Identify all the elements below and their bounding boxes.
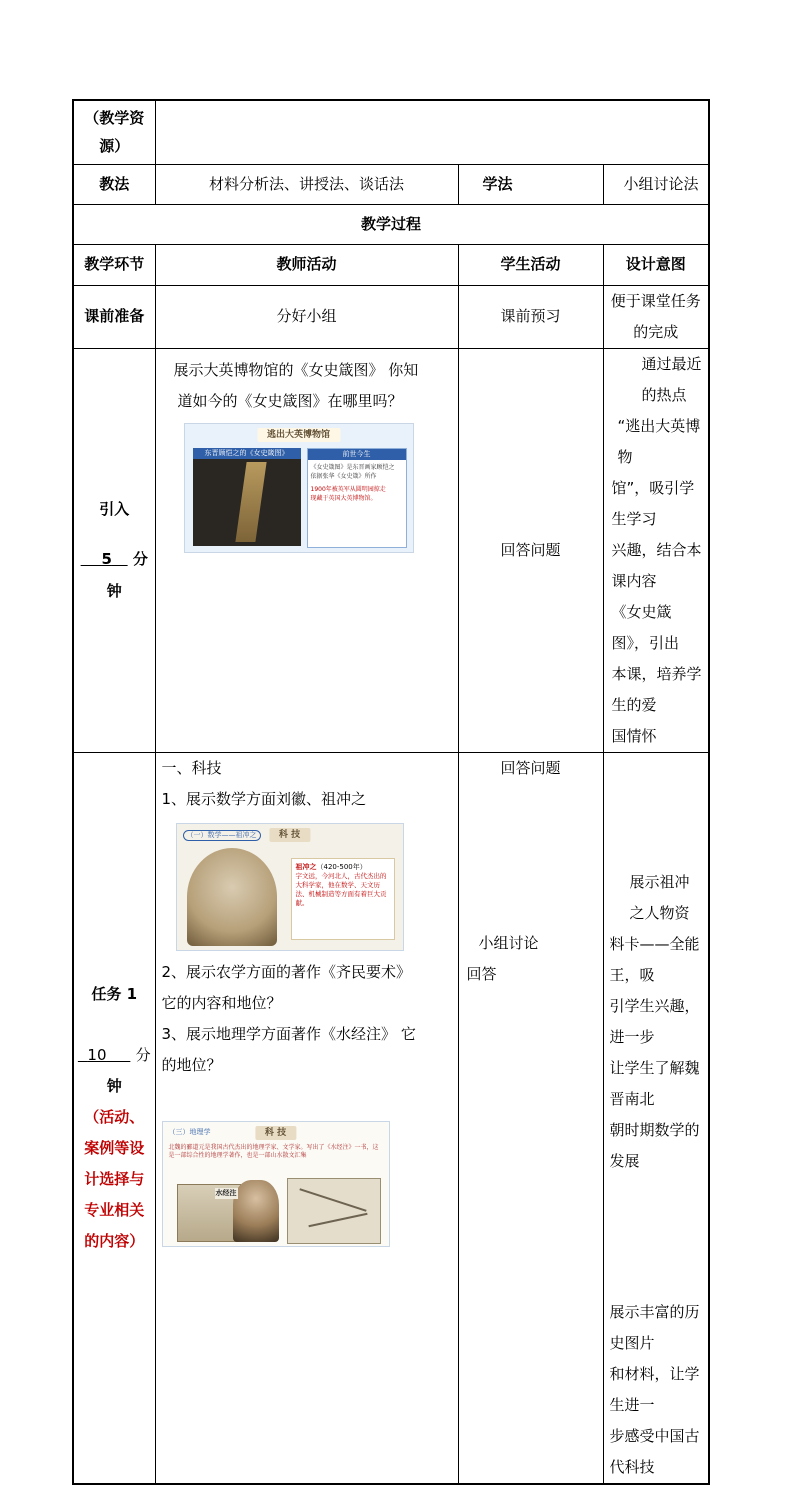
task1-intent-cell	[603, 752, 709, 1484]
header-teacher: 教师活动	[155, 244, 458, 285]
task1-row	[73, 752, 709, 1484]
intro-minutes: 5	[101, 550, 112, 568]
intro-stage: 引入	[99, 500, 130, 518]
method-value: 材料分析法、讲授法、谈话法	[155, 164, 458, 204]
resource-value	[155, 100, 709, 164]
geography-slide-image	[162, 1121, 390, 1247]
intro-unit-fen: 分	[132, 550, 148, 568]
museum-slide-left-caption: 东晋顾恺之的《女史箴图》	[193, 448, 301, 459]
task1-duration	[74, 1040, 155, 1071]
task1-unit-zhong: 钟	[106, 1076, 122, 1095]
intro-intent-line7: 国情怀	[611, 726, 657, 745]
intro-intent-line1: 通过最近的热点	[641, 354, 702, 404]
intro-teacher-cell	[155, 348, 458, 752]
task1-teacher-line4: 它的内容和地位？	[161, 993, 282, 1012]
task1-student-cell	[458, 752, 603, 1484]
task1-teacher-cell	[155, 752, 458, 1484]
task1-intent1-line4: 让学生了解魏晋南北	[609, 1058, 700, 1108]
task1-note-line4: 专业相关	[84, 1200, 145, 1219]
intro-unit-zhong: 钟	[106, 582, 122, 600]
header-stage: 教学环节	[73, 244, 155, 285]
intro-student: 回答问题	[458, 348, 603, 752]
zu-chongzhi-slide-image	[176, 823, 404, 951]
task1-teacher-line6: 的地位？	[161, 1055, 222, 1074]
prep-teacher: 分好小组	[155, 285, 458, 348]
study-method-value: 小组讨论法	[603, 164, 709, 204]
prep-stage: 课前准备	[73, 285, 155, 348]
task1-note-line2: 案例等设	[84, 1138, 145, 1157]
header-student: 学生活动	[458, 244, 603, 285]
museum-slide-text1: 《女史箴图》是东晋画家顾恺之	[310, 463, 395, 471]
intro-intent-line3: 馆”，吸引学生学习	[611, 478, 695, 528]
resource-label-line1: （教学资	[84, 109, 145, 128]
intro-stage-cell	[73, 348, 155, 752]
task1-intent1-line5: 朝时期数学的发展	[609, 1120, 700, 1170]
intro-intent-cell	[603, 348, 709, 752]
header-row	[73, 244, 709, 285]
museum-slide-left-panel	[193, 448, 301, 546]
task1-stage: 任务 1	[91, 984, 138, 1003]
process-title-row	[73, 204, 709, 244]
task1-teacher-line1: 一、科技	[161, 758, 222, 777]
task1-teacher-line2: 1、展示数学方面刘徽、祖冲之	[161, 789, 367, 808]
task1-intent2-line1: 展示丰富的历史图片	[609, 1302, 700, 1352]
geo-slide-header: （三）地理学	[168, 1127, 211, 1136]
intro-row	[73, 348, 709, 752]
ancient-map-graphic	[287, 1178, 381, 1244]
task1-intent1-line3: 引学生兴趣，进一步	[609, 996, 700, 1046]
task1-note-line1: （活动、	[84, 1107, 145, 1126]
resource-label	[73, 100, 155, 164]
museum-slide-right-panel	[307, 448, 407, 548]
zu-slide-header: （一）数学——祖冲之	[183, 830, 261, 841]
museum-slide-title: 逃出大英博物馆	[257, 428, 340, 442]
task1-student-top: 回答问题	[500, 758, 561, 777]
task1-intent1-line2: 料卡——全能王，吸	[609, 934, 700, 984]
method-label: 教法	[73, 164, 155, 204]
resource-label-line2: 源）	[99, 137, 130, 156]
lesson-plan-table	[72, 99, 710, 1485]
zu-name-line	[296, 863, 390, 872]
zu-slide-title: 科 技	[269, 828, 310, 842]
museum-slide-text2: 依据张华《女史箴》所作	[310, 472, 377, 480]
zu-name: 祖冲之	[295, 862, 317, 871]
prep-intent: 便于课堂任务的完成	[603, 285, 709, 348]
prep-student: 课前预习	[458, 285, 603, 348]
intro-intent-line5: 《女史箴图》，引出	[611, 602, 680, 652]
task1-intent1-line1: 展示祖冲之人物资	[629, 872, 690, 922]
task1-intent2-line3: 步感受中国古代科技	[609, 1426, 700, 1476]
task1-minutes-wrap	[78, 1046, 130, 1064]
task1-note-line5: 的内容）	[84, 1231, 145, 1250]
process-title: 教学过程	[73, 204, 709, 244]
intro-teacher-line2: 道如今的《女史箴图》在哪里吗？	[177, 391, 403, 410]
method-row	[73, 164, 709, 204]
task1-intent-spacer	[610, 753, 705, 867]
museum-slide-image	[184, 423, 414, 553]
map-river-line	[299, 1188, 366, 1212]
resource-row	[73, 100, 709, 164]
task1-note-line3: 计选择与	[84, 1169, 145, 1188]
scroll-painting-graphic	[235, 462, 266, 542]
task1-intent-spacer2	[610, 1177, 705, 1297]
map-river-line2	[308, 1212, 367, 1226]
zu-portrait-graphic	[187, 848, 277, 946]
header-intent: 设计意图	[603, 244, 709, 285]
museum-slide-red1: 1900年被英军从圆明园掠走	[310, 485, 386, 493]
geo-slide-text: 北魏的郦道元是我国古代杰出的地理学家、文学家。写出了《水经注》一书，这是一部综合性的地理学著作，也是一部山水散文汇集	[168, 1143, 379, 1159]
zu-info-card	[291, 858, 395, 940]
intro-intent-line6: 本课，培养学生的爱	[611, 664, 702, 714]
intro-intent-line4: 兴趣，结合本课内容	[611, 540, 702, 590]
book-label: 水经注	[215, 1188, 237, 1197]
scholar-portrait-graphic	[215, 1180, 279, 1242]
task1-teacher-line5: 3、展示地理学方面著作《水经注》 它	[161, 1024, 416, 1043]
task1-teacher-line3: 2、展示农学方面的著作《齐民要术》	[161, 962, 412, 981]
museum-slide-right-caption: 前世今生	[308, 449, 406, 460]
prep-row	[73, 285, 709, 348]
intro-duration	[74, 543, 155, 575]
task1-student-mid1: 小组讨论	[478, 933, 539, 952]
zu-text: 字文远，今河北人，古代杰出的大科学家，他在数学、天文历法、机械制造等方面有着巨大贡献。	[295, 871, 387, 907]
task1-student-mid2: 回答	[466, 964, 497, 983]
geo-slide-title: 科 技	[255, 1126, 296, 1140]
intro-teacher-line1: 展示大英博物馆的《女史箴图》 你知	[173, 360, 419, 379]
task1-intent2-line2: 和材料，让学生进一	[609, 1364, 700, 1414]
task1-minutes: 10	[87, 1045, 107, 1064]
task1-unit-fen: 分	[135, 1045, 151, 1064]
museum-slide-red2: 现藏于英国大英博物馆。	[310, 494, 377, 502]
study-method-label: 学法	[458, 164, 603, 204]
task1-stage-cell	[73, 752, 155, 1484]
zu-years: （420-500年）	[316, 862, 367, 871]
intro-minutes-wrap	[81, 550, 128, 568]
intro-intent-line2: “逃出大英博物	[617, 416, 701, 466]
